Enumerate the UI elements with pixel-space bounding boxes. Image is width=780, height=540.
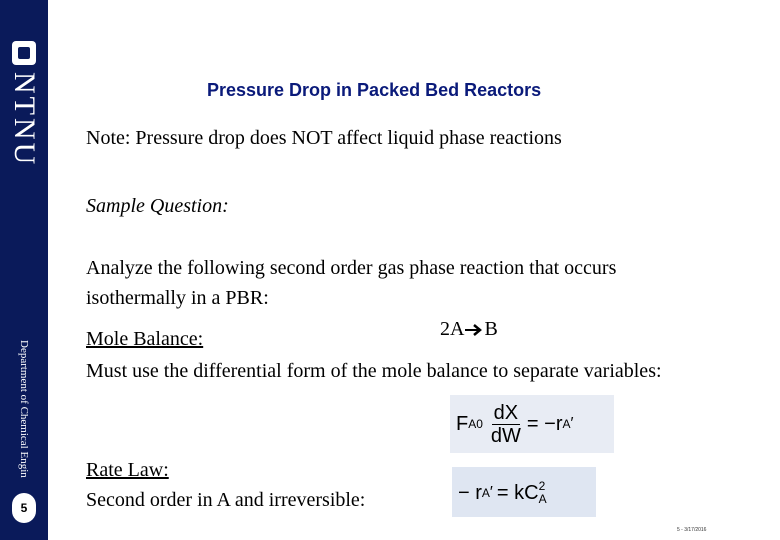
eq2-indices <box>539 480 547 506</box>
slide-title: Pressure Drop in Packed Bed Reactors <box>207 80 542 100</box>
mole-balance-heading: Mole Balance: <box>86 328 204 350</box>
eq1-numerator: dX <box>493 401 519 424</box>
eq1-flow-subscript: A0 <box>468 417 483 431</box>
page-number-badge: 5 <box>12 493 36 523</box>
eq2-concentration: = kC <box>496 481 539 504</box>
department-label: Department of Chemical Engin <box>18 340 30 478</box>
eq2-prime: ′ <box>489 484 493 501</box>
sample-question-label: Sample Question: <box>86 195 229 217</box>
reaction-product: B <box>484 318 498 340</box>
eq1-rate-symbol: = −r <box>526 412 563 435</box>
differential-form-text: Must use the differential form of the mole balance to separate variables: <box>86 360 662 382</box>
eq1-denominator: dW <box>490 424 521 447</box>
right-arrow-icon <box>464 323 484 337</box>
rate-law-equation <box>452 467 596 517</box>
footer-text: 5 - 3/17/2016 <box>677 527 707 533</box>
logo-text: NTNU <box>8 72 41 168</box>
eq1-prime: ′ <box>570 415 574 432</box>
eq2-rate-symbol: − r <box>458 481 482 504</box>
eq2-subscript: A <box>538 492 547 506</box>
eq1-rate-subscript: A <box>562 417 571 431</box>
eq1-flow-symbol: F <box>456 412 469 435</box>
reaction-reactant: 2A <box>440 318 465 340</box>
reaction-equation <box>440 315 498 343</box>
note-text: Note: Pressure drop does NOT affect liquid phase reactions <box>86 127 562 149</box>
eq1-fraction <box>491 402 521 447</box>
sidebar <box>0 0 48 540</box>
analyze-text-line2: isothermally in a PBR: <box>86 287 269 309</box>
mole-balance-equation <box>450 395 614 453</box>
eq2-superscript: 2 <box>538 479 546 493</box>
rate-law-heading: Rate Law: <box>86 459 169 481</box>
ntnu-logo-icon <box>12 41 36 65</box>
eq2-rate-subscript: A <box>481 486 490 500</box>
second-order-text: Second order in A and irreversible: <box>86 489 366 511</box>
analyze-text-line1: Analyze the following second order gas phase reaction that occurs <box>86 257 617 279</box>
